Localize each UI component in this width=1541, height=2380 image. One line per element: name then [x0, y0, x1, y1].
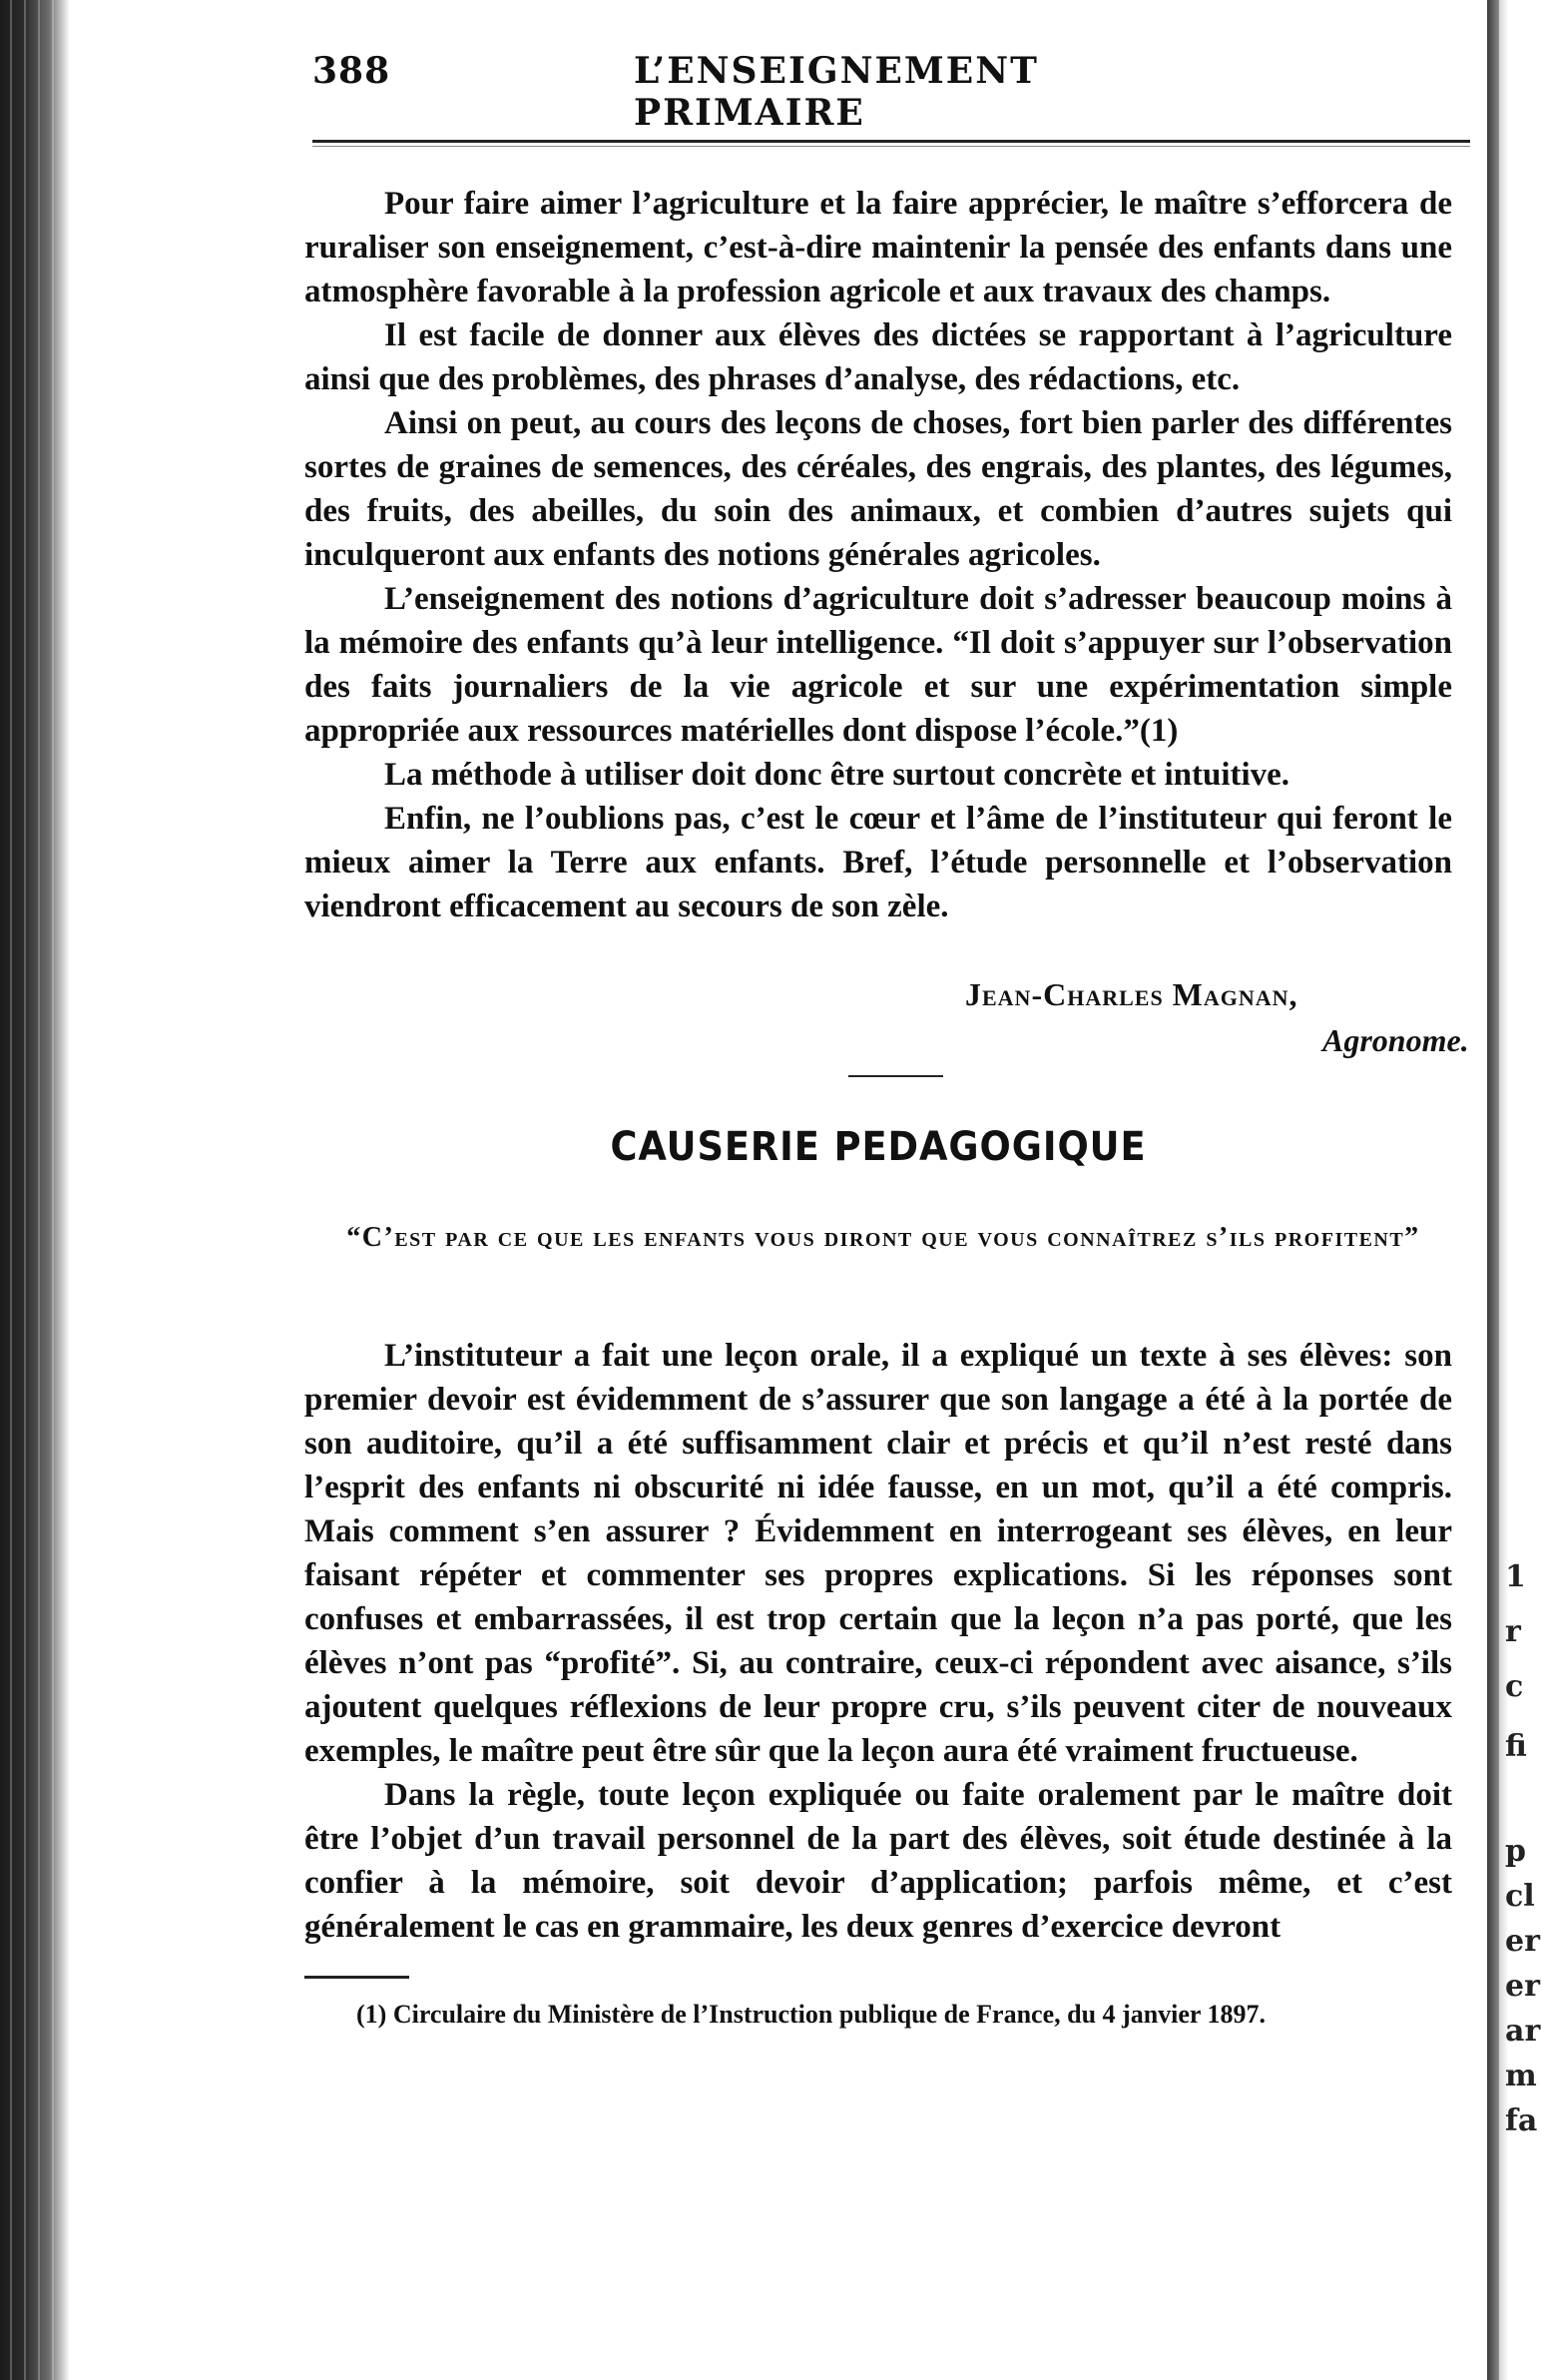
paragraph: Il est facile de donner aux élèves des dictées se rapportant à l’agriculture ainsi que des problèmes, des phrases d’analyse, des rédactions, etc. [304, 317, 1452, 397]
page-number: 388 [312, 50, 391, 92]
header-rule-thin [312, 146, 1470, 147]
next-page-fragment: r [1505, 1614, 1521, 1649]
paragraph: L’instituteur a fait une leçon orale, il a expliqué un texte à ses élèves: son premier devoir est évidemment de s’assurer que son langage a été à la portée de son auditoire, qu’il a été suffisamment clair et précis et qu’il n’est resté dans l’esprit des enfants ni obscurité ni idée fausse, en un mot, qu’il a été compris. Mais comment s’en assurer ? Évidemment en interrogeant ses élèves, en leur faisant répéter et commenter ses propres explications. Si les réponses sont confuses et embarrassées, il est trop certain que la leçon n’a pas porté, que les élèves n’ont pas “profité”. Si, au contraire, ceux-ci répondent avec aisance, s’ils ajoutent quelques réflexions de leur propre cru, s’ils peuvent citer de nouveaux exemples, le maître peut être sûr que la leçon aura été vraiment fructueuse. [304, 1338, 1452, 1769]
paragraph: Enfin, ne l’oublions pas, c’est le cœur et l’âme de l’instituteur qui feront le mieux aimer la Terre aux enfants. Bref, l’étude personnelle et l’observation viendront efficacement au secours de son zèle. [304, 801, 1452, 924]
section-title: CAUSERIE PEDAGOGIQUE [610, 1124, 1147, 1170]
next-page-fragment: er [1505, 1924, 1540, 1959]
next-page-fragment: er [1505, 1969, 1540, 2004]
next-page-fragment: p [1505, 1834, 1526, 1869]
footnote-rule [304, 1976, 409, 1979]
gutter-stripe [52, 0, 54, 2380]
author-signature: Jean-Charles Magnan, [965, 976, 1298, 1012]
next-page-fragment: cl [1505, 1879, 1535, 1914]
footnote-text: Circulaire du Ministère de l’Instruction publique de France, du 4 janvier 1897. [392, 2000, 1266, 2029]
next-page-fragment: ar [1505, 2014, 1541, 2049]
section-subtitle: “C’est par ce que les enfants vous diront que vous connaîtrez s’ils profitent” [346, 1222, 1420, 1253]
running-title: L’ENSEIGNEMENT PRIMAIRE [634, 50, 1039, 134]
footnote [356, 1997, 1454, 2033]
article-agriculture-body [304, 182, 1452, 928]
gutter-stripe [38, 0, 40, 2380]
paragraph: Ainsi on peut, au cours des leçons de choses, fort bien parler des différentes sortes de graines de semences, des céréales, des engrais, des plantes, des légumes, des fruits, des abeilles, du soin des animaux, et combien d’autres sujets qui inculqueront aux enfants des notions générales agricoles. [304, 405, 1452, 573]
author-role: Agronome. [1322, 1022, 1469, 1058]
footnote-marker: (1) [356, 2000, 387, 2029]
page-edge-shadow [1487, 0, 1499, 2380]
gutter-stripe [24, 0, 26, 2380]
paragraph: L’enseignement des notions d’agriculture doit s’adresser beaucoup moins à la mémoire des enfants qu’à leur intelligence. “Il doit s’appuyer sur l’observation des faits journaliers de la vie agricole et sur une expérimentation simple appropriée aux ressources matérielles dont dispose l’école.”(1) [304, 581, 1452, 749]
section-separator [848, 1075, 943, 1077]
paragraph: Pour faire aimer l’agriculture et la faire apprécier, le maître s’efforcera de ruraliser son enseignement, c’est-à-dire maintenir la pensée des enfants dans une atmosphère favorable à la profession agricole et aux travaux des champs. [304, 186, 1452, 309]
header-rule [312, 140, 1470, 143]
gutter-stripe [10, 0, 12, 2380]
next-page-fragment: 1 [1505, 1559, 1526, 1594]
paragraph: Dans la règle, toute leçon expliquée ou faite oralement par le maître doit être l’objet d’un travail personnel de la part des élèves, soit étude destinée à la confier à la mémoire, soit devoir d’application; parfois même, et c’est généralement le cas en grammaire, les deux genres d’exercice devront [304, 1777, 1452, 1945]
next-page-edge [1487, 0, 1541, 2380]
next-page-fragment: m [1505, 2059, 1537, 2093]
book-gutter-left [0, 0, 70, 2380]
next-page-fragment: c [1505, 1669, 1524, 1704]
paragraph: La méthode à utiliser doit donc être surtout concrète et intuitive. [384, 757, 1290, 793]
next-page-fragment: fi [1505, 1729, 1527, 1764]
article-causerie-body [304, 1334, 1452, 1949]
next-page-fragment: fa [1505, 2103, 1538, 2138]
